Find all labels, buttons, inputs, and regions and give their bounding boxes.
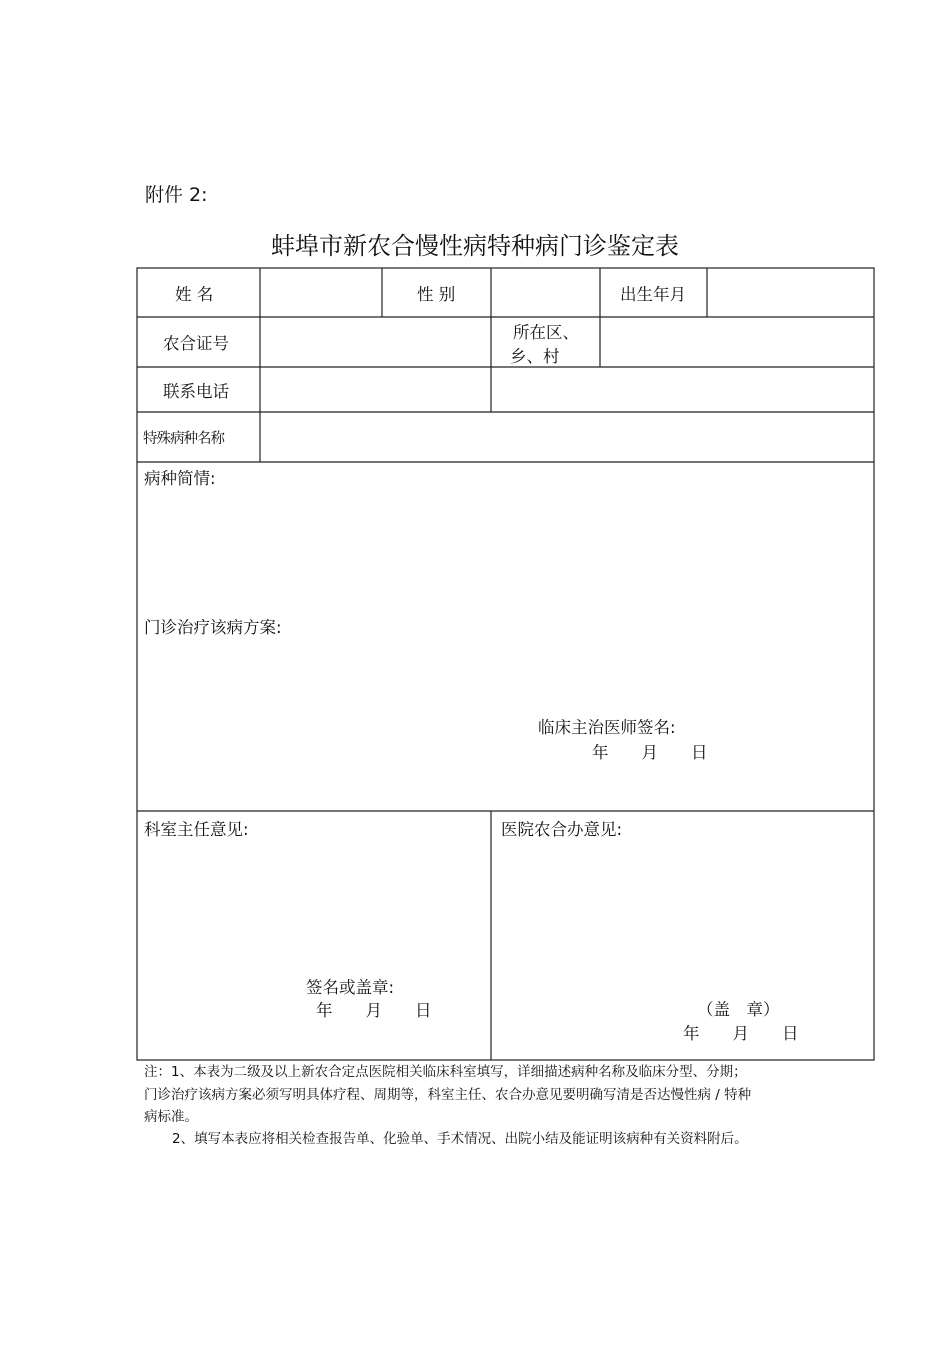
doctor-date: 年 月 日	[592, 743, 708, 762]
name-field[interactable]	[262, 270, 380, 315]
gender-label: 性 别	[417, 285, 456, 304]
phone-field[interactable]	[262, 369, 489, 410]
note-line-1: 注：1、本表为二级及以上新农合定点医院相关临床科室填写，详细描述病种名称及临床分型、分期；	[144, 1064, 747, 1080]
dept-date: 年 月 日	[316, 1001, 432, 1020]
birth-date-label: 出生年月	[620, 285, 686, 304]
disease-summary-label: 病种简情:	[144, 469, 216, 488]
hospital-seal-label: （盖 章）	[697, 1000, 780, 1019]
dept-signature-label: 签名或盖章:	[306, 978, 395, 997]
hospital-date: 年 月 日	[683, 1024, 799, 1043]
hospital-opinion-label: 医院农合办意见:	[501, 820, 623, 839]
birth-date-field[interactable]	[709, 270, 872, 315]
region-label-line2: 乡、村	[510, 347, 560, 366]
gender-field[interactable]	[493, 270, 598, 315]
attachment-label: 附件 2:	[145, 184, 208, 206]
card-number-field[interactable]	[262, 319, 489, 365]
note-line-2: 门诊治疗该病方案必须写明具体疗程、周期等，科室主任、农合办意见要明确写清是否达慢性病 / 特种	[144, 1087, 752, 1103]
phone-label: 联系电话	[163, 382, 229, 401]
form-title: 蚌埠市新农合慢性病特种病门诊鉴定表	[271, 232, 679, 260]
treatment-plan-label: 门诊治疗该病方案:	[144, 618, 282, 637]
card-number-label: 农合证号	[163, 334, 229, 353]
name-label: 姓 名	[175, 285, 214, 304]
note-line-3: 病标准。	[144, 1109, 198, 1125]
doctor-signature-label: 临床主治医师签名:	[538, 718, 676, 737]
disease-name-label: 特殊病种名称	[143, 431, 224, 447]
phone-extra-field[interactable]	[493, 369, 872, 410]
region-label-line1: 所在区、	[513, 323, 579, 342]
disease-name-field[interactable]	[262, 414, 872, 460]
dept-opinion-label: 科室主任意见:	[144, 820, 249, 839]
note-line-4: 2、填写本表应将相关检查报告单、化验单、手术情况、出院小结及能证明该病种有关资料附后。	[172, 1131, 748, 1147]
region-field[interactable]	[602, 319, 872, 365]
